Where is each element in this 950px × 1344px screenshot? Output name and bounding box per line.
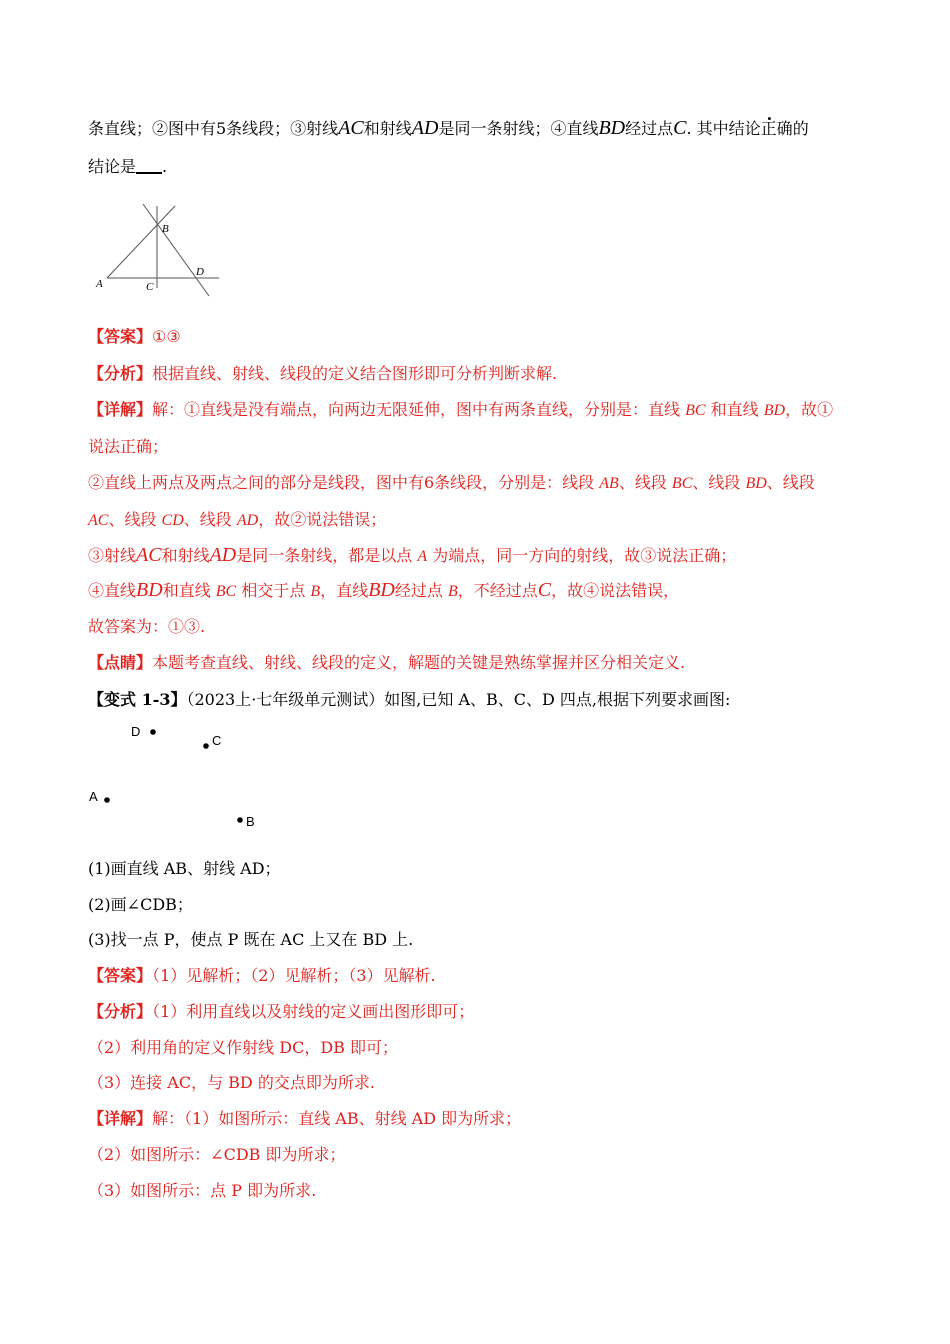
points-figure [85,722,285,832]
detail-1-line-6: ④直线BD和直线 BC 相交于点 B，直线BD经过点 B，不经过点C，故④说法错误， [88,579,680,601]
detail-1-line-2: 说法正确； [88,437,169,456]
emphasized-text: 正确 [760,119,793,138]
analysis-2-line-3: （3）连接 AC，与 BD 的交点即为所求. [88,1073,375,1092]
point-label-a: A [89,789,98,804]
detail-2-line-2: （2）如图所示：∠CDB 即为所求； [88,1145,346,1164]
detail-1-line-3: ②直线上两点及两点之间的部分是线段，图中有6条线段，分别是：线段 AB、线段 BC、线段 BD、线段 [88,473,815,492]
point-label-c: C [212,733,222,748]
analysis-2-line-2: （2）利用角的定义作射线 DC，DB 即可； [88,1038,399,1057]
problem-line-2: 结论是 . [88,157,168,176]
ray-ac: AC [338,117,364,139]
detail-2-line-1: 【详解】解：（1）如图所示：直线 AB、射线 AD 即为所求； [88,1109,522,1128]
variant-heading: 【变式 1-3】（2023上·七年级单元测试）如图,已知 A、B、C、D 四点,根据下列要求画图: [88,690,731,709]
label-b: B [162,223,169,235]
analysis-2-line-1: 【分析】（1）利用直线以及射线的定义画出图形即可； [88,1002,475,1021]
point-c [203,743,209,749]
label-d: D [196,266,204,278]
answer-2: 【答案】（1）见解析；（2）见解析；（3）见解析. [88,966,436,985]
point-label-d: D [131,724,141,739]
detail-2-line-3: （3）如图所示：点 P 即为所求. [88,1181,317,1200]
detail-1-line-1: 【详解】解：①直线是没有端点，向两边无限延伸，图中有两条直线，分别是：直线 BC 和直线 BD，故① [88,400,834,419]
ray-ad: AD [411,117,439,139]
comment-1: 【点睛】本题考查直线、射线、线段的定义，解题的关键是熟练掌握并区分相关定义. [88,653,686,672]
point-b [237,817,243,823]
point-d [150,729,156,735]
line-bd: BD [598,117,626,139]
problem-line-1: 条直线；②图中有5条线段；③射线AC和射线AD是同一条射线；④直线BD经过点C. 其中结论正确的 [88,117,809,139]
answer-blank [136,156,162,174]
point-label-b: B [246,814,255,829]
point-a [104,797,110,803]
question-3: (3)找一点 P，使点 P 既在 AC 上又在 BD 上. [88,930,414,949]
answer-1: 【答案】①③ [88,327,181,346]
point-c: C [673,117,687,139]
question-2: (2)画∠CDB； [88,895,193,914]
question-1: (1)画直线 AB、射线 AD； [88,859,281,878]
detail-1-line-4: AC、线段 CD、线段 AD，故②说法错误； [88,510,387,529]
line-ad-segment [107,206,175,278]
geometry-figure-lines [95,198,235,298]
analysis-1: 【分析】根据直线、射线、线段的定义结合图形即可分析判断求解. [88,364,558,383]
label-a: A [96,278,103,290]
detail-1-line-7: 故答案为：①③. [88,617,206,636]
label-c: C [146,281,154,293]
detail-1-line-5: ③射线AC和射线AD是同一条射线，都是以点 A 为端点，同一方向的射线，故③说法正确； [88,544,737,566]
